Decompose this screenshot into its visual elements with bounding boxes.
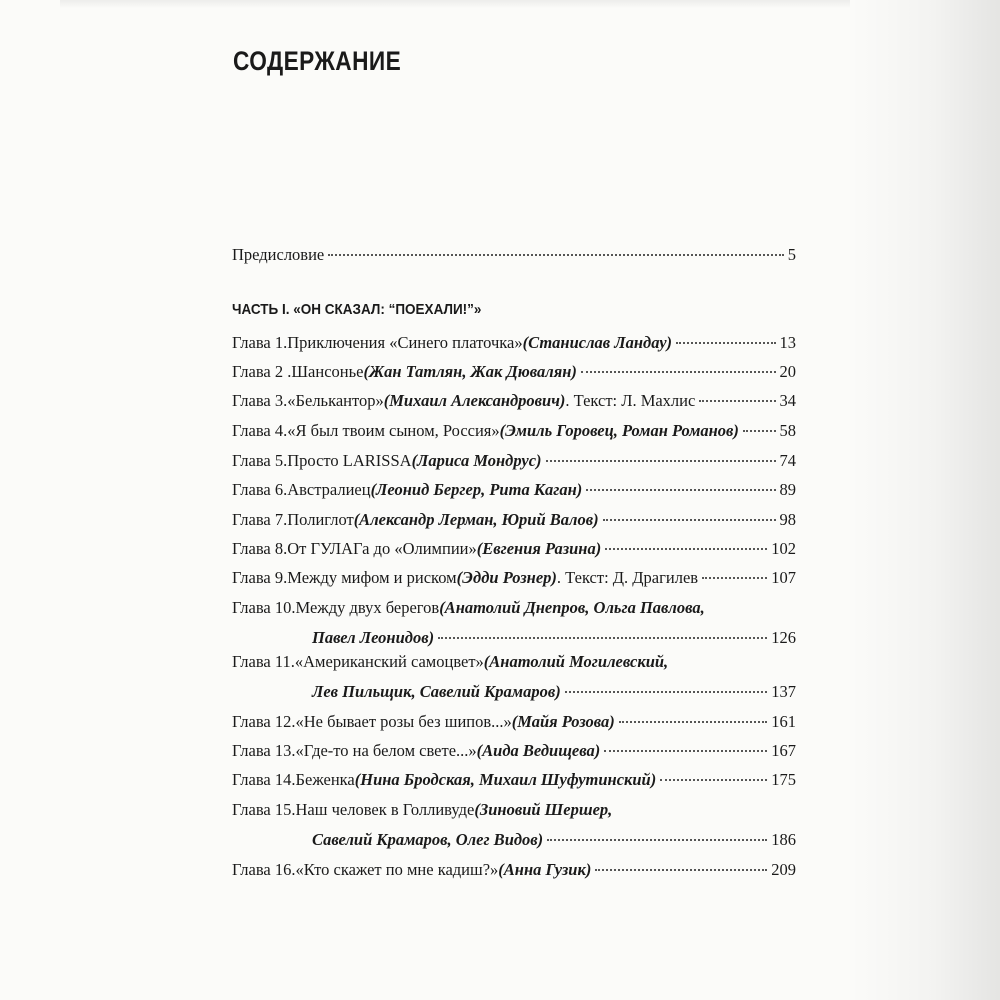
chapter-number: Глава 2 . <box>232 362 292 381</box>
dot-leader <box>660 779 767 781</box>
chapter-page-number: 209 <box>771 860 796 879</box>
chapter-title: «Я был твоим сыном, Россия» <box>287 421 500 440</box>
chapter-number: Глава 12. <box>232 712 296 731</box>
chapter-number: Глава 5. <box>232 451 288 470</box>
chapter-authors-continued: Савелий Крамаров, Олег Видов) <box>312 830 544 849</box>
dot-leader <box>565 691 768 693</box>
dot-leader <box>603 519 776 521</box>
chapter-page-number: 107 <box>771 568 796 587</box>
chapter-page-number: 74 <box>779 451 796 470</box>
preface-page-number: 5 <box>787 245 796 264</box>
toc-chapter-row <box>232 331 796 355</box>
dot-leader <box>702 577 767 579</box>
toc-chapter-row <box>232 858 796 882</box>
chapter-number: Глава 15. <box>232 800 296 819</box>
chapter-title: «Не бывает розы без шипов...» <box>295 712 512 731</box>
chapter-authors: (Леонид Бергер, Рита Каган) <box>370 480 583 499</box>
toc-chapter-continuation <box>312 680 796 704</box>
chapter-authors: (Александр Лерман, Юрий Валов) <box>353 510 599 529</box>
chapter-authors: (Жан Татлян, Жак Дювалян) <box>363 362 577 381</box>
chapter-title: Просто LARISSA <box>287 451 412 470</box>
dot-leader <box>547 839 767 841</box>
dot-leader <box>546 460 776 462</box>
chapter-title: От ГУЛАГа до «Олимпии» <box>287 539 477 558</box>
dot-leader <box>619 721 767 723</box>
chapter-page-number: 161 <box>771 712 796 731</box>
chapter-page-number: 167 <box>771 741 796 760</box>
chapter-title: Австралиец <box>287 480 371 499</box>
dot-leader <box>676 342 775 344</box>
chapter-title: «Белькантор» <box>287 391 384 410</box>
chapter-authors: (Майя Розова) <box>511 712 615 731</box>
chapter-number: Глава 16. <box>232 860 296 879</box>
chapter-page-number: 58 <box>779 421 796 440</box>
chapter-authors: (Станислав Ландау) <box>522 333 673 352</box>
chapter-title: «Американский самоцвет» <box>294 652 484 671</box>
dot-leader <box>743 430 776 432</box>
chapter-page-number: 34 <box>779 391 796 410</box>
chapter-number: Глава 1. <box>232 333 288 352</box>
chapter-authors: (Евгения Разина) <box>476 539 602 558</box>
chapter-page-number: 13 <box>779 333 796 352</box>
chapter-number: Глава 4. <box>232 421 288 440</box>
chapter-number: Глава 14. <box>232 770 296 789</box>
chapter-title: Между мифом и риском <box>287 568 457 587</box>
chapter-title: «Кто скажет по мне кадиш?» <box>295 860 499 879</box>
chapter-authors: (Зиновий Шершер, <box>474 800 613 819</box>
chapter-title: Шансонье <box>291 362 364 381</box>
chapter-title: Беженка <box>295 770 355 789</box>
page-top-shadow <box>60 0 850 8</box>
chapter-number: Глава 8. <box>232 539 288 558</box>
chapter-number: Глава 3. <box>232 391 288 410</box>
toc-chapter-row <box>232 449 796 473</box>
toc-chapter-continuation <box>312 828 796 852</box>
page-title: СОДЕРЖАНИЕ <box>233 46 402 76</box>
chapter-authors: (Эмиль Горовец, Роман Романов) <box>499 421 739 440</box>
chapter-authors: (Анна Гузик) <box>498 860 592 879</box>
chapter-authors: (Нина Бродская, Михаил Шуфутинский) <box>354 770 657 789</box>
chapter-page-number: 186 <box>771 830 796 849</box>
toc-chapter-row <box>232 566 796 590</box>
chapter-page-number: 137 <box>771 682 796 701</box>
chapter-title: Приключения «Синего платочка» <box>287 333 523 352</box>
part-heading: ЧАСТЬ I. «ОН СКАЗАЛ: “ПОЕХАЛИ!”» <box>232 301 482 318</box>
chapter-authors-continued: Павел Леонидов) <box>312 628 435 647</box>
dot-leader <box>605 548 767 550</box>
chapter-title: Между двух берегов <box>295 598 440 617</box>
chapter-authors: (Аида Ведищева) <box>476 741 601 760</box>
chapter-title: Полиглот <box>287 510 354 529</box>
chapter-number: Глава 13. <box>232 741 296 760</box>
dot-leader <box>438 637 767 639</box>
toc-chapter-row <box>232 478 796 502</box>
chapter-note: . Текст: Л. Махлис <box>565 391 696 410</box>
dot-leader <box>586 489 775 491</box>
dot-leader <box>581 371 776 373</box>
toc-chapter-row <box>232 710 796 734</box>
preface-label: Предисловие <box>232 245 325 264</box>
toc-chapter-row <box>232 537 796 561</box>
toc-chapter-row <box>232 419 796 443</box>
toc-chapter-row <box>232 798 796 822</box>
chapter-number: Глава 11. <box>232 652 295 671</box>
dot-leader <box>699 400 775 402</box>
chapter-number: Глава 6. <box>232 480 288 499</box>
chapter-authors: (Михаил Александрович) <box>383 391 566 410</box>
chapter-authors: (Анатолий Могилевский, <box>483 652 669 671</box>
toc-chapter-row <box>232 389 796 413</box>
chapter-authors: (Анатолий Днепров, Ольга Павлова, <box>439 598 705 617</box>
chapter-note: . Текст: Д. Драгилев <box>556 568 699 587</box>
chapter-title: «Где-то на белом свете...» <box>295 741 477 760</box>
chapter-title: Наш человек в Голливуде <box>295 800 475 819</box>
chapter-page-number: 89 <box>779 480 796 499</box>
dot-leader <box>604 750 767 752</box>
toc-chapter-row <box>232 768 796 792</box>
toc-chapter-row <box>232 360 796 384</box>
toc-chapter-row <box>232 650 796 674</box>
chapter-page-number: 102 <box>771 539 796 558</box>
chapter-authors-continued: Лев Пильщик, Савелий Крамаров) <box>312 682 561 701</box>
chapter-page-number: 126 <box>771 628 796 647</box>
chapter-number: Глава 9. <box>232 568 288 587</box>
chapter-page-number: 175 <box>771 770 796 789</box>
chapter-page-number: 20 <box>779 362 796 381</box>
dot-leader <box>595 869 767 871</box>
dot-leader <box>328 254 784 256</box>
chapter-authors: (Эдди Рознер) <box>456 568 557 587</box>
toc-chapter-row <box>232 596 796 620</box>
page-gutter-shadow <box>850 0 1000 1000</box>
toc-chapter-row <box>232 739 796 763</box>
chapter-number: Глава 7. <box>232 510 288 529</box>
chapter-authors: (Лариса Мондрус) <box>411 451 542 470</box>
chapter-page-number: 98 <box>779 510 796 529</box>
toc-chapter-row <box>232 508 796 532</box>
toc-chapter-continuation <box>312 626 796 650</box>
chapter-number: Глава 10. <box>232 598 296 617</box>
toc-preface-row <box>232 243 796 267</box>
